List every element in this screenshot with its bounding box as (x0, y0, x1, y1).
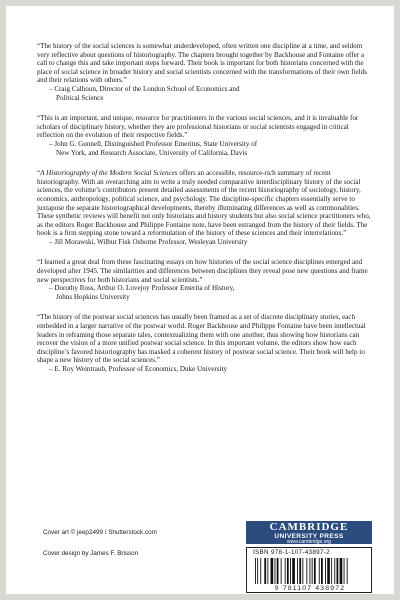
barcode-bar (277, 558, 279, 584)
barcode-bar (299, 558, 301, 584)
barcode-bar (297, 558, 298, 584)
barcode-bar (334, 558, 335, 584)
blurb-attribution (49, 284, 373, 301)
barcode-bar (271, 558, 274, 584)
blurb-ross (37, 258, 373, 301)
blurb-attribution (49, 140, 373, 157)
cover-design-credit: Cover design by James F. Brisson (43, 550, 139, 557)
blurb-text: “This is an important, and unique, resource for practitioners in the various social sciences, and it is invaluable for scholars of disciplinary history, whether they are professional historians or social scientists engaged in critical reflection on the evolution of their respective fields.” (37, 114, 359, 140)
barcode-bar (344, 558, 345, 584)
attribution-line: – Jill Morawski, Wilbur Fisk Osborne Professor, Wesleyan University (49, 237, 248, 246)
barcode-bars (255, 558, 367, 584)
barcode-bar (314, 558, 316, 584)
barcode-bar (290, 558, 291, 584)
barcode-bar (264, 558, 266, 584)
barcode-bar (281, 558, 282, 584)
barcode (246, 547, 372, 593)
publisher-logo (246, 521, 372, 544)
blurb-calhoun (37, 42, 373, 102)
cover-credits (43, 529, 157, 571)
barcode-bar (312, 558, 313, 584)
blurb-weintraub (37, 313, 373, 373)
blurb-text (37, 169, 373, 238)
barcode-bar (302, 558, 303, 584)
barcode-bar (347, 558, 348, 584)
barcode-bar (267, 558, 268, 584)
barcode-bar (331, 558, 332, 584)
cover-panel (6, 6, 394, 594)
isbn-number: ISBN 978-1-107-43897-2 (253, 549, 330, 556)
barcode-bar (340, 558, 343, 584)
barcode-bar (260, 558, 261, 584)
attribution-line: – John G. Gunnell, Distinguished Professor Emeritus, State University of (49, 139, 258, 148)
blurb-morawski (37, 169, 373, 246)
barcode-bar (255, 558, 256, 584)
barcode-bar (287, 558, 289, 584)
attribution-line: Johns Hopkins University (56, 292, 130, 301)
blurb-gunnell (37, 114, 373, 157)
publisher-name: CAMBRIDGE (269, 521, 349, 533)
barcode-bar (327, 558, 330, 584)
attribution-line: – E. Roy Weintraub, Professor of Economics, Duke University (49, 365, 227, 373)
barcode-bar (285, 558, 286, 584)
blurb-text: “The history of the postwar social sciences has usually been framed as a set of discrete disciplinary stories, each embedded in a larger narrative of the postwar world. Roger Backhouse and Philippe Fontaine have been intellectual leaders in reframing those separate tales, contextualizing them with one another, thus showing how historians can recover the vision of a more unified postwar social science. In this important volume, the editors show how each discipline’s favored historiography has masked a coherent history of postwar social science. Their book will help to shape a new history of the social sciences.” (37, 313, 366, 365)
blurb-attribution (49, 85, 373, 102)
blurbs (37, 42, 373, 386)
barcode-bar (321, 558, 323, 584)
blurb-text: “I learned a great deal from these fascinating essays on how histories of the social science disciplines emerged and developed after 1945. The similarities and differences between disciplines they reveal pose new questions and frame new perspectives for both historians and social scientists.” (37, 258, 368, 284)
attribution-line: – Dorothy Ross, Arthur O. Lovejoy Professor Emerita of History, (49, 284, 235, 293)
blurb-attribution (49, 365, 373, 374)
open-quote: “ (37, 169, 41, 178)
barcode-bar (275, 558, 276, 584)
publisher-url: www.cambridge.org (287, 539, 331, 545)
blurb-attribution (49, 238, 373, 247)
publisher-press: UNIVERSITY PRESS (274, 533, 344, 540)
barcode-bar (337, 558, 339, 584)
book-title: A Historiography of the Modern Social Sciences (40, 169, 178, 178)
barcode-bar (257, 558, 258, 584)
barcode-bar (306, 558, 307, 584)
attribution-line: – Craig Calhoun, Director of the London School of Economics and (49, 84, 240, 93)
barcode-digits: 9 781107 438972 (274, 585, 346, 592)
blurb-body: offers an accessible, resource-rich summary of recent historiography. With an overarching aim to write a truly needed comparative interdisciplinary history of the social sciences, the volume’s contributors present detailed assessments of the recent historiography of sociology, history, economics, anthropology, political science, and psychology. The discipline-specific chapters essentially serve to juxtapose the separate historiographical developments, thereby illuminating differences as well as commonalities. These synthetic reviews will benefit not only historians and history students but also social science practitioners who, as the editors Roger Backhouse and Philippe Fontaine note, have been estranged from the history of their fields. The book is a firm stepping stone toward a reformulation of the history of these sciences and their interrelations.” (37, 169, 371, 238)
attribution-line: New York, and Research Associate, University of California, Davis (56, 148, 248, 157)
barcode-bar (325, 558, 326, 584)
barcode-bar (310, 558, 311, 584)
barcode-bar (292, 558, 295, 584)
attribution-line: Political Science (56, 93, 104, 102)
barcode-bar (319, 558, 320, 584)
blurb-text: “The history of the social sciences is somewhat underdeveloped, often written one discipline at a time, and seldom very reflective about questions of historiography. The chapters brought together by Backhouse and Fontaine offer a call to change this and take important steps forward. Their book is important for both historians concerned with the place of social science in broader history and social scientists concerned with the transformations of their own fields and their relations with others.” (37, 42, 367, 85)
cover-art-credit: Cover art © jeep2499 / Shutterstock.com (43, 529, 157, 536)
